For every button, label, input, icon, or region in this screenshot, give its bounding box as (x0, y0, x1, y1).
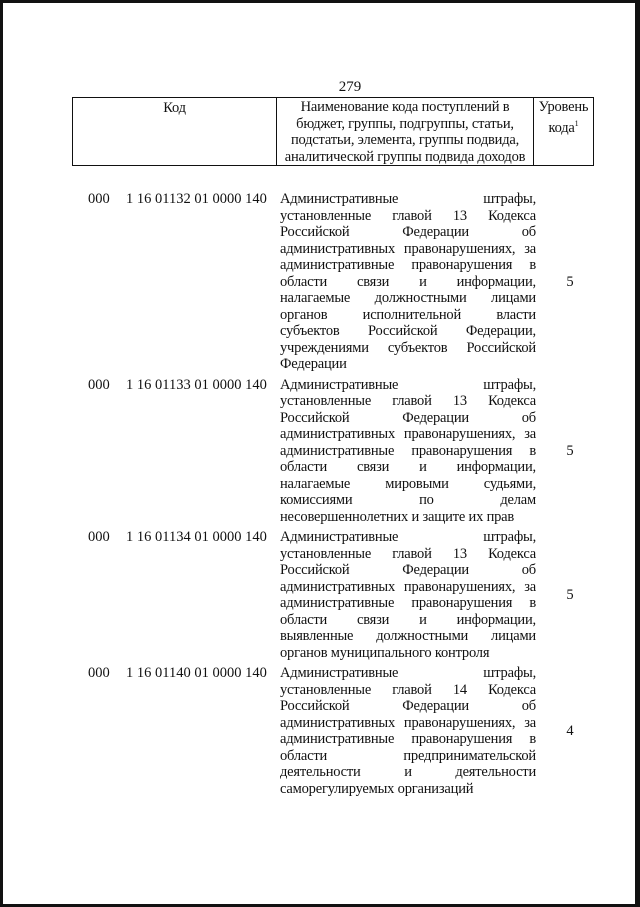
word: установленные (280, 207, 372, 224)
word: налагаемые (280, 290, 351, 306)
word: об (521, 562, 536, 578)
text-line (280, 241, 536, 258)
admin-code: 000 (88, 191, 110, 207)
word: лицами (491, 290, 536, 306)
text-line (280, 579, 536, 596)
word: субъектов (387, 339, 448, 356)
header-name-line: подстатьи, элемента, группы подвида, (290, 132, 520, 148)
word: административных (280, 578, 396, 595)
header-name-line: бюджет, группы, подгруппы, статьи, (296, 115, 514, 132)
text-line (280, 529, 536, 546)
word: правонарушения (411, 442, 513, 459)
word: учреждениями (280, 339, 369, 356)
word: штрафы, (483, 529, 536, 545)
word: Федерации, (465, 323, 536, 339)
text-line (280, 290, 536, 307)
word: связи (356, 273, 390, 290)
word: Кодекса (488, 207, 536, 224)
word: 13 (452, 545, 467, 562)
text-line (280, 393, 536, 410)
revenue-code: 1 16 01132 01 0000 140 (126, 191, 267, 207)
word: административные (280, 442, 395, 459)
word: Федерации (402, 409, 469, 426)
word: штрафы, (483, 665, 536, 681)
text-line (280, 628, 536, 645)
code-level: 5 (566, 586, 574, 603)
code-level: 4 (566, 722, 574, 739)
text-line (280, 562, 536, 579)
word: области (280, 747, 328, 764)
word: правонарушения (411, 257, 513, 273)
table-header (72, 97, 594, 166)
text-line (280, 731, 536, 748)
word: налагаемые (280, 475, 351, 492)
word: и (419, 273, 427, 290)
word: мировыми (385, 475, 449, 492)
header-level-line (534, 116, 593, 136)
word: и (404, 764, 412, 780)
admin-code: 000 (88, 529, 110, 545)
word: в (529, 257, 536, 273)
word: должностными (376, 628, 469, 644)
word: 13 (452, 393, 467, 409)
word: Кодекса (488, 681, 536, 698)
text-line (280, 323, 536, 340)
page-number: 279 (338, 79, 362, 95)
word: Федерации (402, 224, 469, 240)
header-name-line: Наименование кода поступлений в (300, 99, 510, 115)
header-name (277, 98, 534, 165)
word: должностными (374, 290, 467, 306)
word: Административные (280, 376, 399, 393)
word: правонарушения (411, 731, 513, 747)
word: власти (496, 306, 536, 323)
text-line (280, 715, 536, 732)
word: информации, (456, 459, 536, 475)
word: области (280, 611, 328, 628)
text-line (280, 682, 536, 699)
word: Федерации (402, 562, 469, 578)
word: административных (280, 426, 396, 442)
word: за (524, 578, 536, 595)
revenue-name (280, 529, 536, 661)
word: Федерации (402, 698, 469, 714)
revenue-name (280, 377, 536, 526)
word: за (524, 240, 536, 257)
word: Административные (280, 191, 399, 207)
word: за (524, 426, 536, 442)
text-line (280, 257, 536, 274)
header-level-line: Уровень (538, 99, 589, 115)
text-line (280, 307, 536, 324)
word: установленные (280, 545, 372, 562)
text-line: саморегулируемых организаций (280, 780, 474, 797)
code-level: 5 (566, 273, 574, 290)
word: в (529, 595, 536, 611)
word: правонарушения (411, 595, 513, 611)
word: Российской (466, 339, 536, 356)
text-line (280, 492, 536, 509)
word: области (280, 459, 328, 475)
word: органов (280, 306, 328, 323)
word: штрафы, (483, 191, 536, 207)
text-line (280, 340, 536, 357)
word: Российской (280, 224, 350, 240)
word: и (419, 611, 427, 628)
text-line (280, 443, 536, 460)
word: Российской (280, 409, 350, 426)
code-level: 5 (566, 442, 574, 459)
word: информации, (456, 611, 536, 628)
word: и (419, 459, 427, 475)
word: административных (280, 240, 396, 257)
word: административных (280, 714, 396, 731)
word: Кодекса (488, 545, 536, 562)
admin-code: 000 (88, 376, 110, 393)
text-line: несовершеннолетних и защите их прав (280, 508, 515, 525)
word: главой (392, 393, 432, 409)
word: в (529, 442, 536, 459)
word: правонарушениях, (403, 578, 516, 595)
word: связи (356, 611, 390, 628)
text-line (280, 377, 536, 394)
word: в (529, 731, 536, 747)
word: исполнительной (362, 306, 462, 323)
word: об (521, 224, 536, 240)
text-line (280, 224, 536, 241)
table-body (88, 191, 594, 801)
word: области (280, 273, 328, 290)
word: выявленные (280, 628, 354, 644)
word: главой (392, 681, 432, 698)
text-line (280, 476, 536, 493)
text-line (280, 426, 536, 443)
text-line (280, 410, 536, 427)
text-line (280, 748, 536, 765)
text-line (280, 595, 536, 612)
word: правонарушениях, (403, 426, 516, 442)
word: Российской (280, 698, 350, 714)
word: установленные (280, 393, 372, 409)
text-line (280, 208, 536, 225)
word: установленные (280, 681, 372, 698)
word: административные (280, 595, 395, 611)
text-line (280, 764, 536, 781)
word: 14 (452, 681, 467, 698)
header-level-word: кода (548, 119, 575, 136)
word: информации, (456, 273, 536, 290)
word: Российской (367, 323, 438, 339)
header-code: Код (73, 98, 277, 165)
revenue-code: 1 16 01140 01 0000 140 (126, 665, 267, 681)
word: делам (500, 492, 536, 508)
revenue-name (280, 191, 536, 373)
word: административные (280, 731, 395, 747)
word: деятельности (280, 764, 361, 780)
header-name-line: аналитической группы подвида доходов (284, 148, 526, 165)
word: предпринимательской (403, 747, 536, 764)
word: Административные (280, 529, 399, 545)
word: Кодекса (488, 393, 536, 409)
table-row (88, 191, 594, 373)
revenue-code: 1 16 01133 01 0000 140 (126, 376, 267, 393)
text-line (280, 665, 536, 682)
word: Административные (280, 665, 399, 681)
revenue-code: 1 16 01134 01 0000 140 (126, 529, 267, 545)
text-line (280, 274, 536, 291)
header-level (534, 98, 593, 165)
word: главой (392, 545, 432, 562)
word: главой (392, 207, 432, 224)
word: об (521, 409, 536, 426)
text-line (280, 612, 536, 629)
table-row (88, 377, 594, 526)
text-line (280, 698, 536, 715)
table-row (88, 665, 594, 797)
word: правонарушениях, (403, 240, 516, 257)
text-line (280, 459, 536, 476)
word: за (524, 714, 536, 731)
word: об (521, 698, 536, 714)
text-line (280, 191, 536, 208)
word: комиссиями (280, 492, 353, 508)
word: административные (280, 257, 395, 273)
text-line (280, 546, 536, 563)
word: субъектов (280, 323, 340, 339)
word: штрафы, (483, 376, 536, 393)
text-line: органов муниципального контроля (280, 644, 490, 661)
admin-code: 000 (88, 665, 110, 681)
word: Российской (280, 562, 350, 578)
word: судьями, (483, 475, 536, 492)
text-line: Федерации (280, 356, 347, 372)
word: по (419, 492, 434, 508)
word: 13 (452, 207, 467, 224)
word: правонарушениях, (403, 714, 516, 731)
revenue-name (280, 665, 536, 797)
word: связи (356, 459, 390, 475)
table-row (88, 529, 594, 661)
word: лицами (491, 628, 536, 644)
word: деятельности (455, 764, 536, 780)
footnote-marker: 1 (574, 118, 579, 128)
